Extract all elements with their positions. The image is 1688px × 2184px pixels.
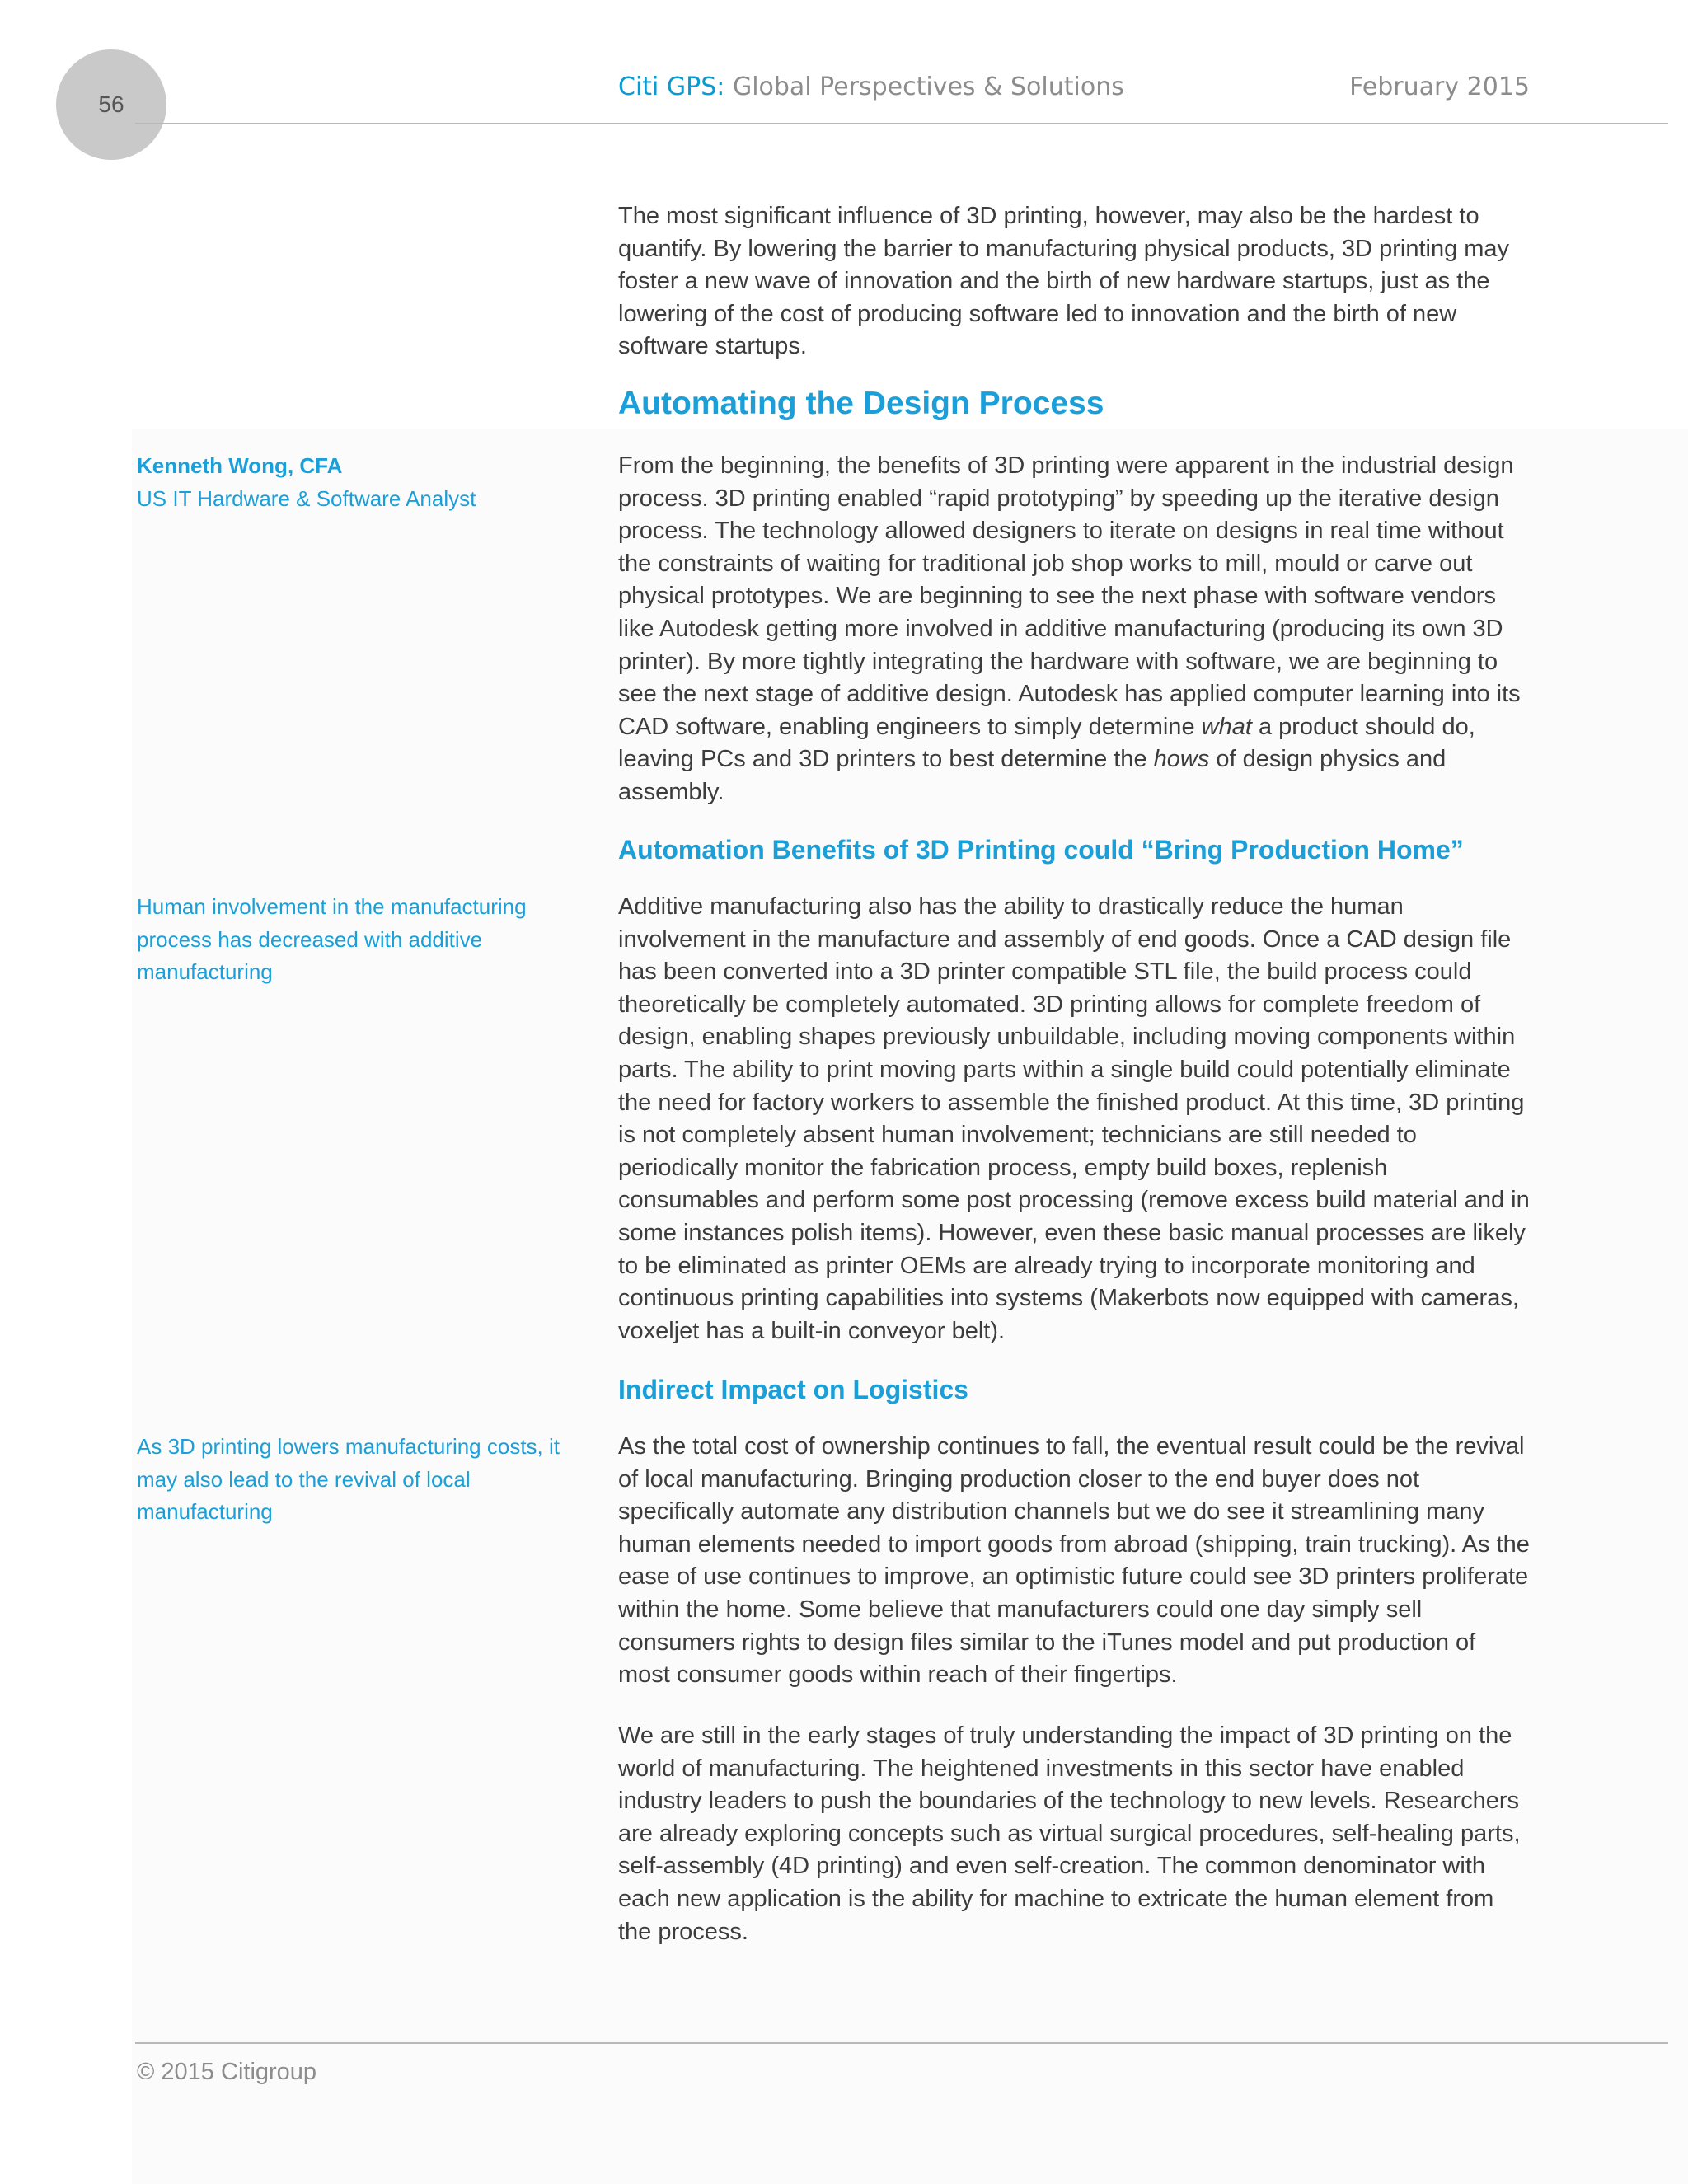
section-heading-automation-benefits: Automation Benefits of 3D Printing could “Bring Production Home”: [618, 835, 1464, 865]
design-process-paragraph: [618, 450, 1533, 809]
sidebar-note-text: As 3D printing lowers manufacturing costs, it may also lead to the revival of local manufacturing: [137, 1434, 560, 1525]
automation-paragraph-block: [618, 891, 1533, 1347]
logistics-paragraph: As the total cost of ownership continues to fall, the eventual result could be the revival of local manufacturing. Bringing production closer to the end buyer does not specifically automate any distribution channels but we do see it streamlining many human elements needed to import goods from abroad (shipping, train trucking). As the ease of use continues to improve, an optimistic future could see 3D printers proliferate within the home. Some believe that manufacturers could one day simply sell consumers rights to design files similar to the iTunes model and put production of most consumer goods within reach of their fingertips.: [618, 1433, 1530, 1689]
author-title: US IT Hardware & Software Analyst: [137, 485, 476, 511]
intro-paragraph: The most significant influence of 3D printing, however, may also be the hardest to quantify. By lowering the barrier to manufacturing physical products, 3D printing may foster a new wave of innovation and the birth of new hardware startups, just as the lowering of the cost of producing software led to innovation and the birth of new software startups.: [618, 203, 1510, 360]
design-process-text-2: a product should do, leaving PCs and 3D printers to best determine the: [618, 713, 1475, 773]
design-process-text-1: From the beginning, the benefits of 3D printing were apparent in the industrial design process. 3D printing enabled “rapid prototyping” by speeding up the iterative design process. The technology allowed designers to iterate on designs in real time without the constraints of waiting for traditional job shop works to mill, mould or carve out physical prototypes. We are beginning to see the next phase with software vendors like Autodesk getting more involved in additive manufacturing (producing its own 3D printer). By more tightly integrating the hardware with software, we are beginning to see the next stage of additive design. Autodesk has applied computer learning into its CAD software, enabling engineers to simply determine: [618, 452, 1521, 740]
sidebar-note-human-involvement: [137, 891, 582, 989]
section-heading-design-process: Automating the Design Process: [618, 386, 1104, 421]
header-subtitle: Global Perspectives & Solutions: [724, 73, 1124, 101]
author-sidebar: [137, 450, 582, 515]
closing-paragraph: We are still in the early stages of truly understanding the impact of 3D printing on the world of manufacturing. The heightened investments in this sector have enabled industry leaders to push the boundaries of the technology to new levels. Researchers are already exploring concepts such as virtual surgical procedures, self-healing parts, self-assembly (4D printing) and even self-creation. The common denominator with each new application is the ability for machine to extricate the human element from the process.: [618, 1722, 1521, 1945]
page-number: 56: [98, 91, 124, 117]
page-number-badge: [56, 49, 166, 160]
emphasis-what: what: [1201, 713, 1252, 740]
header-brand: Citi GPS:: [618, 73, 725, 101]
sidebar-note-text: Human involvement in the manufacturing process has decreased with additive manufacturing: [137, 894, 527, 985]
logistics-paragraph-block: [618, 1431, 1533, 1692]
header-date: February 2015: [1349, 73, 1530, 101]
author-name: Kenneth Wong, CFA: [137, 453, 343, 478]
header-divider: [135, 123, 1668, 124]
intro-paragraph-block: [618, 200, 1533, 363]
closing-paragraph-block: [618, 1720, 1533, 1948]
design-process-paragraph-block: [618, 450, 1533, 809]
footer-copyright: © 2015 Citigroup: [137, 2059, 317, 2085]
footer-divider: [135, 2042, 1668, 2044]
section-heading-logistics: Indirect Impact on Logistics: [618, 1375, 968, 1404]
running-header: [618, 73, 1124, 101]
automation-paragraph: Additive manufacturing also has the ability to drastically reduce the human involvement in the manufacture and assembly of end goods. Once a CAD design file has been converted into a 3D printer compatible STL file, the build process could theoretically be completely automated. 3D printing allows for complete freedom of design, enabling shapes previously unbuildable, including moving components within parts. The ability to print moving parts within a single build could potentially eliminate the need for factory workers to assemble the finished product. At this time, 3D printing is not completely absent human involvement; technicians are still needed to periodically monitor the fabrication process, empty build boxes, replenish consumables and perform some post processing (remove excess build material and in some instances polish items). However, even these basic manual processes are likely to be eliminated as printer OEMs are already trying to incorporate monitoring and continuous printing capabilities into systems (Makerbots now equipped with cameras, voxeljet has a built-in conveyor belt).: [618, 893, 1530, 1344]
design-process-text-3: of design physics and assembly.: [618, 746, 1447, 805]
sidebar-note-local-manufacturing: [137, 1431, 582, 1529]
emphasis-hows: hows: [1153, 746, 1210, 773]
